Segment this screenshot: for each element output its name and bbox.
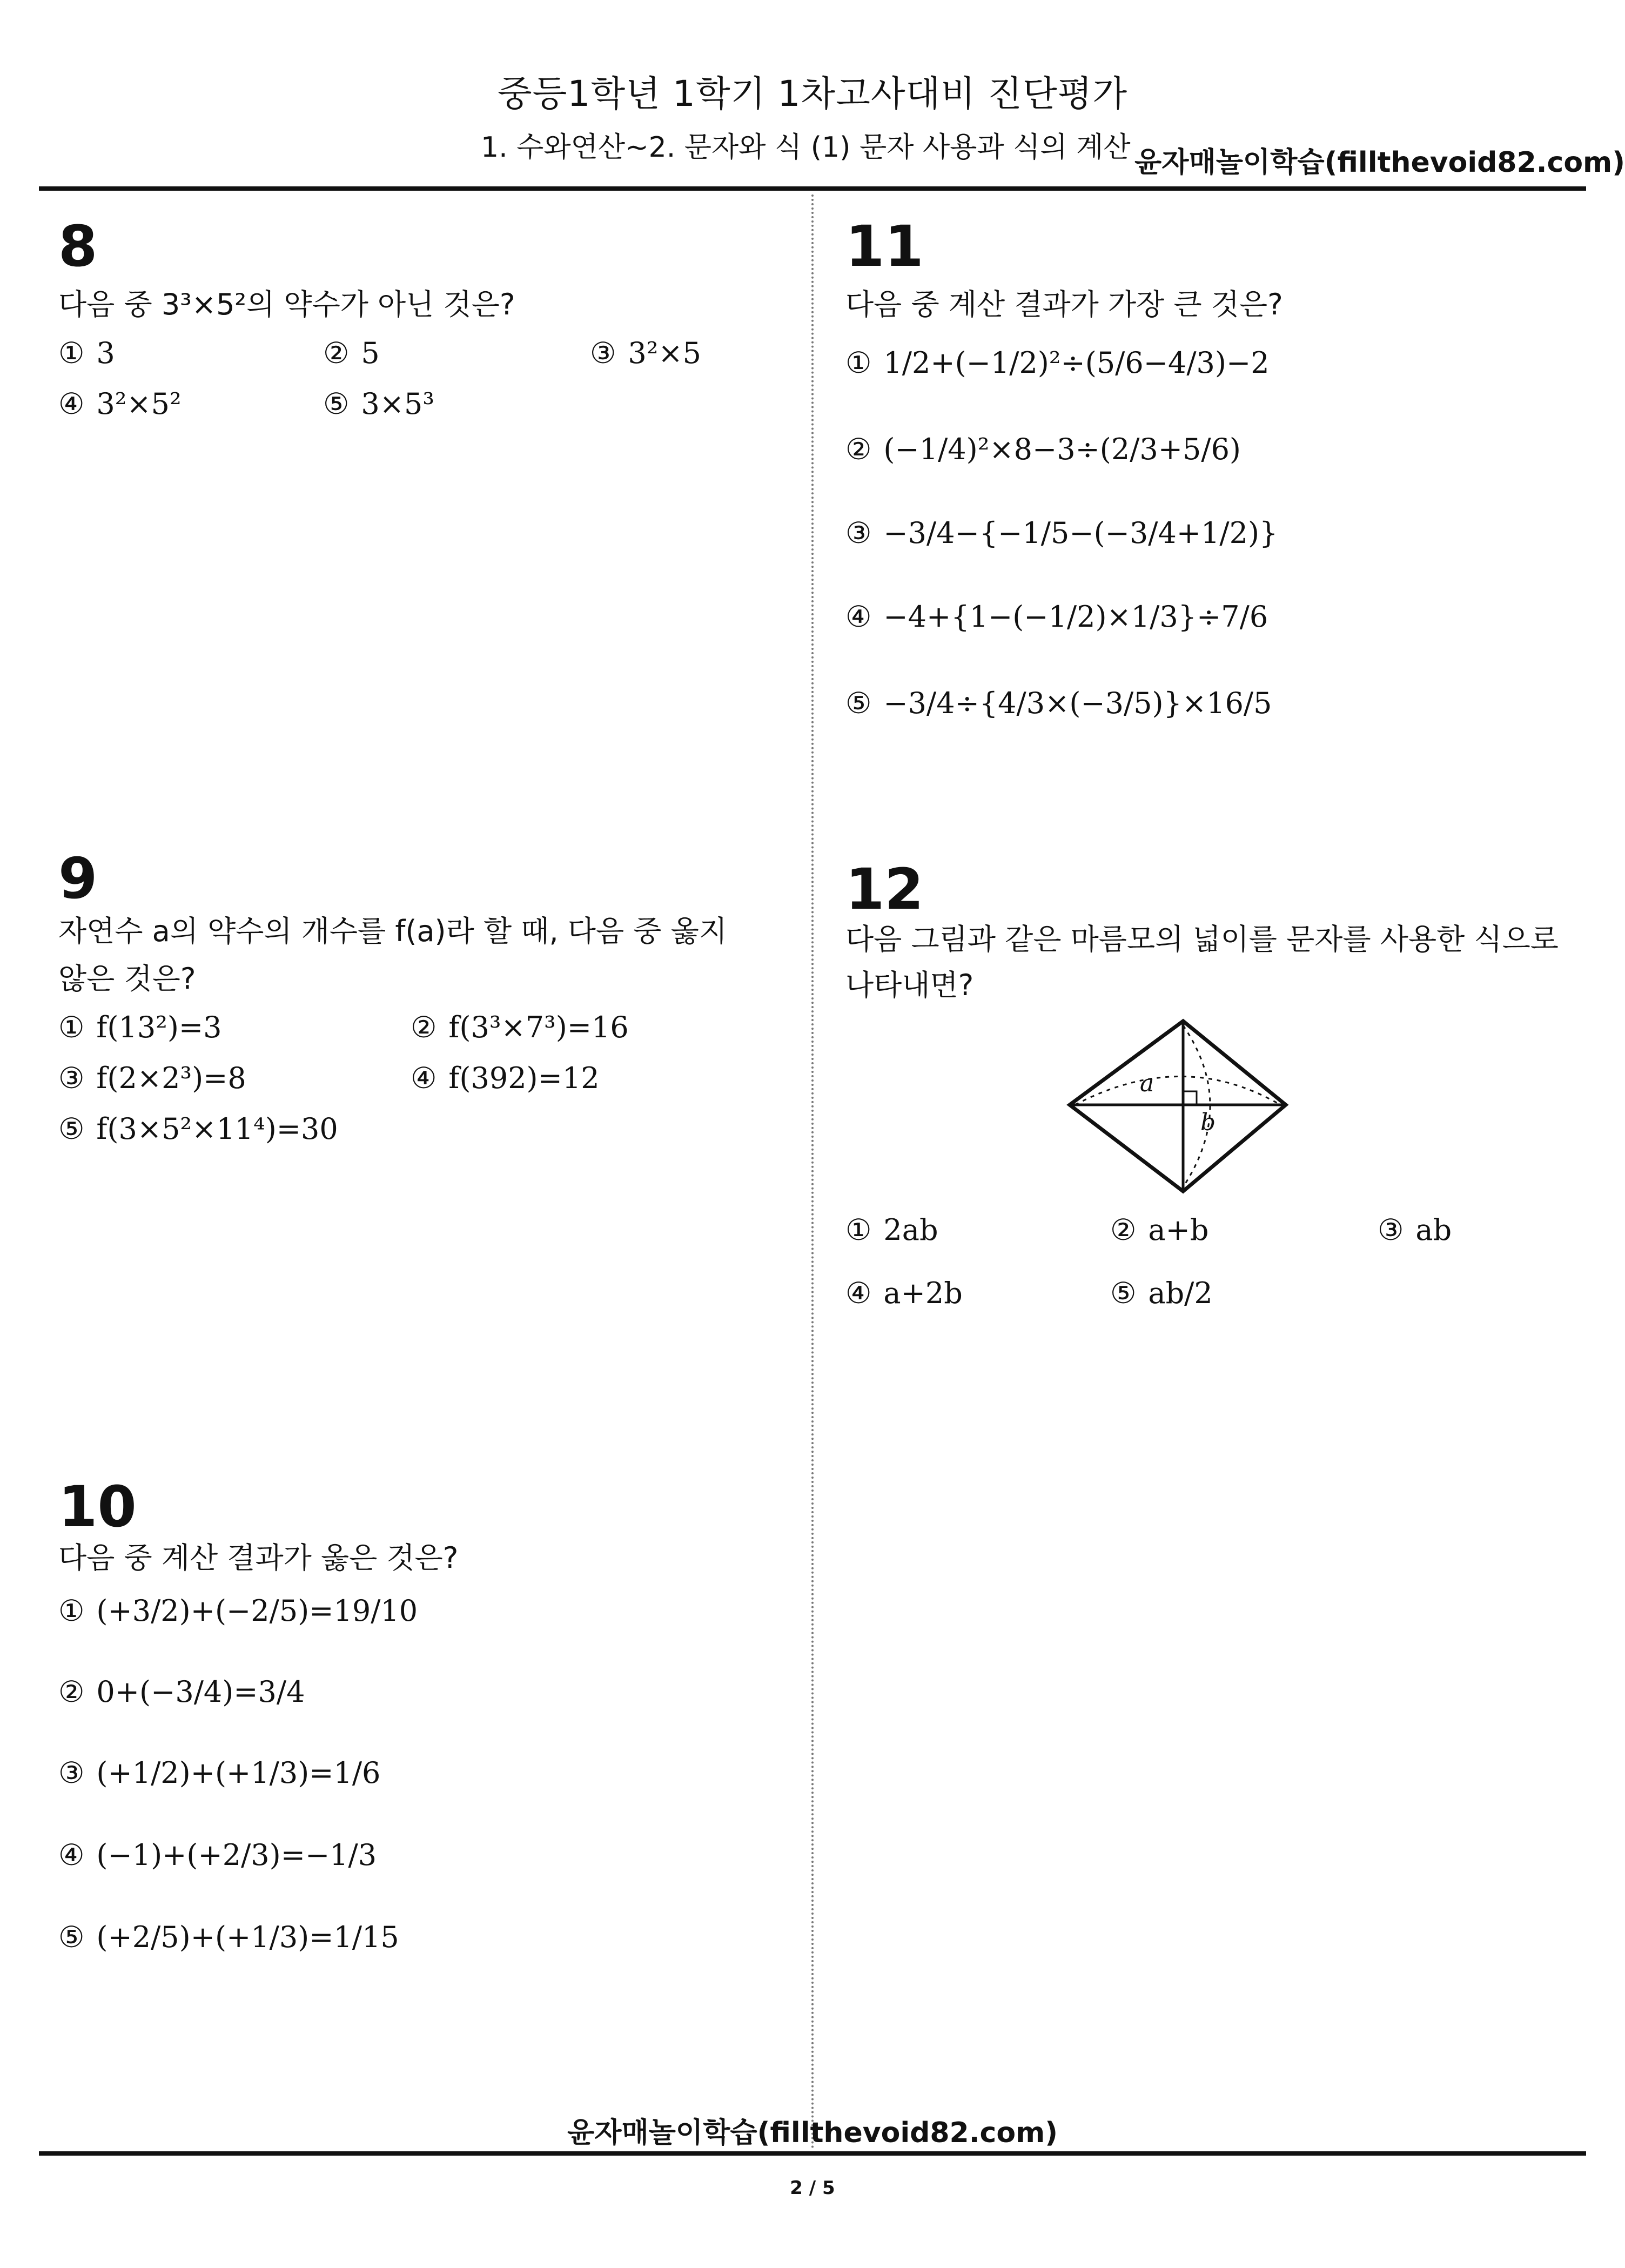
label-a: a [1140,1070,1154,1097]
footer-rule [39,2151,1586,2156]
right-angle-mark [1183,1091,1197,1105]
choice-text: 2ab [883,1213,938,1247]
choice-text: f(392)=12 [448,1061,600,1095]
question-12-choice-1[interactable] [845,1213,938,1247]
choice-text: −3/4−{−1/5−(−3/4+1/2)} [883,516,1278,550]
question-10-text: 다음 중 계산 결과가 옳은 것은? [58,1541,459,1575]
choice-mark: ③ [1378,1213,1404,1247]
question-11-choice-4[interactable] [845,600,1268,634]
question-12-choice-4[interactable] [845,1276,963,1310]
choice-text: 5 [361,336,380,370]
question-12-choice-3[interactable] [1378,1213,1452,1247]
question-12-text-line2: 나타내면? [845,968,974,1002]
choice-text: 0+(−3/4)=3/4 [96,1675,305,1709]
question-11-choice-1[interactable] [845,346,1270,380]
question-8-choice-3[interactable] [590,336,701,370]
choice-mark: ① [845,1213,872,1247]
choice-text: −3/4÷{4/3×(−3/5)}×16/5 [883,686,1272,720]
choice-mark: ④ [845,1276,872,1310]
question-8-text: 다음 중 3³×5²의 약수가 아닌 것은? [58,287,515,321]
choice-text: (−1/4)²×8−3÷(2/3+5/6) [883,432,1241,466]
choice-mark: ③ [845,516,872,550]
choice-text: 3²×5 [628,336,702,370]
page-subtitle: 1. 수와연산~2. 문자와 식 (1) 문자 사용과 식의 계산 [481,131,1131,164]
question-11-choice-5[interactable] [845,686,1272,720]
question-8-number: 8 [58,213,98,279]
choice-text: (−1)+(+2/3)=−1/3 [96,1838,377,1872]
question-10-number: 10 [58,1474,137,1540]
choice-mark: ④ [58,387,85,421]
header-brand: 윤자매놀이학습(fillthevoid82.com) [1134,146,1625,179]
choice-text: (+1/2)+(+1/3)=1/6 [96,1756,381,1790]
question-9-text-line1: 자연수 a의 약수의 개수를 f(a)라 할 때, 다음 중 옳지 [58,914,727,948]
question-9-text-line2: 않은 것은? [58,962,196,996]
choice-mark: ⑤ [1110,1276,1137,1310]
choice-mark: ① [58,1010,85,1044]
choice-mark: ② [845,432,872,466]
question-12-text-line1: 다음 그림과 같은 마름모의 넓이를 문자를 사용한 식으로 [845,922,1559,956]
choice-text: f(13²)=3 [96,1010,222,1044]
question-11-choice-2[interactable] [845,432,1241,466]
choice-mark: ③ [590,336,616,370]
question-9-choice-4[interactable] [411,1061,600,1095]
choice-mark: ① [58,336,85,370]
question-8-choice-1[interactable] [58,336,115,370]
question-10-choice-1[interactable] [58,1594,418,1628]
choice-text: 3 [96,336,115,370]
choice-text: 3²×5² [96,387,182,421]
choice-mark: ② [411,1010,437,1044]
choice-text: a+b [1148,1213,1209,1247]
choice-text: ab/2 [1148,1276,1213,1310]
choice-text: −4+{1−(−1/2)×1/3}÷7/6 [883,600,1268,634]
choice-mark: ④ [411,1061,437,1095]
choice-mark: ③ [58,1756,85,1790]
choice-mark: ① [58,1594,85,1628]
question-10-choice-4[interactable] [58,1838,377,1872]
question-11-text: 다음 중 계산 결과가 가장 큰 것은? [845,287,1283,321]
dimension-arc-a [1075,1077,1280,1105]
question-12-choice-5[interactable] [1110,1276,1213,1310]
question-10-choice-5[interactable] [58,1920,399,1954]
choice-mark: ① [845,346,872,380]
choice-mark: ② [1110,1213,1137,1247]
choice-text: ab [1415,1213,1452,1247]
header-rule [39,186,1586,191]
question-12-choice-2[interactable] [1110,1213,1208,1247]
choice-mark: ④ [58,1838,85,1872]
choice-text: 3×5³ [361,387,435,421]
question-9-number: 9 [58,846,98,911]
choice-text: (+3/2)+(−2/5)=19/10 [96,1594,418,1628]
footer-brand: 윤자매놀이학습(fillthevoid82.com) [567,2117,1058,2149]
choice-text: f(3³×7³)=16 [448,1010,629,1044]
label-b: b [1200,1109,1216,1136]
choice-mark: ② [323,336,350,370]
choice-mark: ⑤ [323,387,350,421]
question-9-choice-1[interactable] [58,1010,222,1044]
choice-text: 1/2+(−1/2)²÷(5/6−4/3)−2 [883,346,1270,380]
question-8-choice-4[interactable] [58,387,182,421]
page-title: 중등1학년 1학기 1차고사대비 진단평가 [497,73,1128,115]
choice-mark: ② [58,1675,85,1709]
question-10-choice-3[interactable] [58,1756,380,1790]
question-9-choice-5[interactable] [58,1112,338,1146]
choice-text: (+2/5)+(+1/3)=1/15 [96,1920,399,1954]
choice-mark: ⑤ [58,1920,85,1954]
choice-mark: ⑤ [845,686,872,720]
choice-text: a+2b [883,1276,963,1310]
question-9-choice-2[interactable] [411,1010,629,1044]
choice-text: f(2×2³)=8 [96,1061,246,1095]
choice-mark: ⑤ [58,1112,85,1146]
choice-text: f(3×5²×11⁴)=30 [96,1112,338,1146]
choice-mark: ③ [58,1061,85,1095]
question-11-choice-3[interactable] [845,516,1278,550]
column-divider [811,194,814,2150]
question-8-choice-2[interactable] [323,336,380,370]
question-10-choice-2[interactable] [58,1675,305,1709]
question-12-number: 12 [845,856,924,922]
choice-mark: ④ [845,600,872,634]
page-number: 2 / 5 [790,2177,835,2199]
question-8-choice-5[interactable] [323,387,434,421]
rhombus-figure [1059,1010,1307,1205]
question-9-choice-3[interactable] [58,1061,246,1095]
question-11-number: 11 [845,213,924,279]
